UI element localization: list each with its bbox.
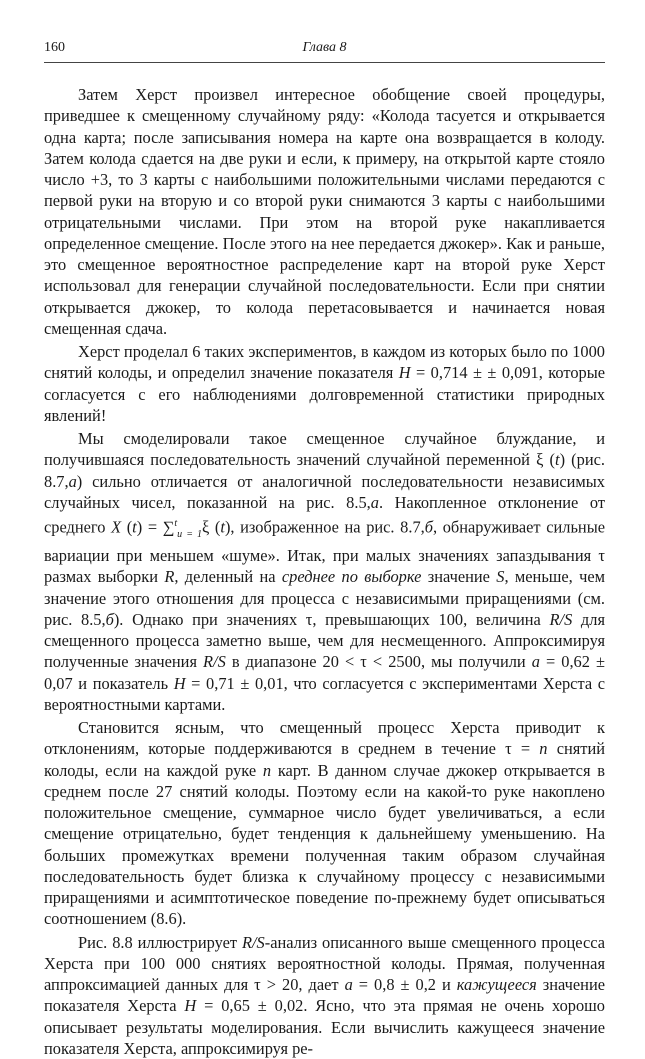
page-number: 160 bbox=[44, 40, 65, 56]
italic-text-run: u = 1 bbox=[177, 529, 202, 540]
text-run: для смещенного процесса заметно выше, чем для несмещенного. Аппроксимируя полученные значения bbox=[44, 610, 605, 672]
body-text bbox=[44, 84, 605, 1059]
paragraph bbox=[44, 84, 605, 339]
italic-text-run: t bbox=[555, 450, 560, 469]
italic-text-run: S bbox=[496, 567, 504, 586]
text-run: . Накопленное отклонение от среднего bbox=[44, 493, 605, 537]
text-run: , деленный на bbox=[174, 567, 282, 586]
text-run: в диапазоне 20 < τ < 2500, мы получили bbox=[226, 652, 532, 671]
italic-text-run: a bbox=[69, 472, 77, 491]
text-run: ) сильно отличается от аналогичной последовательности независимых случайных чисел, показанной на рис. 8.5, bbox=[44, 472, 605, 512]
chapter-title: Глава 8 bbox=[44, 40, 605, 56]
italic-text-run: a bbox=[371, 493, 379, 512]
paragraph bbox=[44, 932, 605, 1059]
header-rule bbox=[44, 62, 605, 63]
italic-text-run: X bbox=[111, 517, 121, 536]
italic-text-run: б bbox=[425, 517, 433, 536]
text-run: -анализ описанного выше смещенного процесса Херста при 100 000 снятиях вероятностной колоды. Прямая, полученная аппроксимацией данных для τ > 20, дает bbox=[44, 933, 605, 995]
text-run: Мы смоделировали такое смещенное случайное блуждание, и получившаяся последовательность значений случайной переменной ξ ( bbox=[44, 429, 605, 469]
paragraph bbox=[44, 428, 605, 715]
text-run: Рис. 8.8 иллюстрирует bbox=[78, 933, 242, 952]
italic-text-run: H bbox=[174, 674, 186, 693]
paragraph bbox=[44, 341, 605, 426]
italic-text-run: кажущееся bbox=[457, 975, 537, 994]
italic-text-run: б bbox=[106, 610, 114, 629]
text-run: снятий колоды, если на каждой руке bbox=[44, 739, 605, 779]
text-run: = 0,714 ± ± 0,091, которые согласуется с его наблюдениями долговременной статистики природных явлений! bbox=[44, 363, 605, 425]
text-run: ξ ( bbox=[202, 517, 220, 536]
text-run: ) = ∑ bbox=[137, 517, 175, 536]
text-run: значение bbox=[421, 567, 496, 586]
italic-text-run: R/S bbox=[550, 610, 573, 629]
italic-text-run: H bbox=[184, 996, 196, 1015]
italic-text-run: a bbox=[532, 652, 540, 671]
italic-text-run: n bbox=[263, 761, 271, 780]
text-run: ) (рис. 8.7, bbox=[44, 450, 605, 490]
text-run: Затем Херст произвел интересное обобщение своей процедуры, приведшее к смещенному случайному ряду: «Колода тасуется и открывается одна карта; после записывания номера на карте она возвращается в колоду. Затем колода сдается на две руки и если, к примеру, на открытой карте стояло число +3, то 3 карты с наибольшими положительными числами передаются с первой руки на вторую и со второй руки снимаются 3 карты с наибольшими отрицательными числами. При этом на второй руке накапливается определенное смещение. После этого на нее передается джокер». Как и раньше, это смещенное вероятностное распределение карт на второй руке Херст использовал для генерации случайной последовательности. Если при снятии открывается джокер, то колода перетасовывается и начинается новая смещенная сдача. bbox=[44, 85, 605, 338]
text-run: = 0,71 ± 0,01, что согласуется с экспериментами Херста с вероятностными картами. bbox=[44, 674, 605, 714]
italic-text-run: среднее по выборке bbox=[282, 567, 422, 586]
text-run: = 0,65 ± 0,02. Ясно, что эта прямая не очень хорошо описывает результаты моделирования. Если вычислить кажущееся значение показателя Херста, аппроксимируя ре- bbox=[44, 996, 605, 1058]
text-run: = 0,8 ± 0,2 и bbox=[353, 975, 457, 994]
text-run: ), изображенное на рис. 8.7, bbox=[225, 517, 425, 536]
italic-text-run: H bbox=[399, 363, 411, 382]
paragraph bbox=[44, 717, 605, 930]
italic-text-run: t bbox=[132, 517, 137, 536]
text-run: , обнаруживает сильные вариации при меньшем «шуме». Итак, при малых значениях запаздывания τ размах выборки bbox=[44, 517, 605, 586]
text-run: ( bbox=[121, 517, 132, 536]
italic-text-run: R/S bbox=[242, 933, 265, 952]
italic-text-run: t bbox=[220, 517, 225, 536]
text-run: значение показателя Херста bbox=[44, 975, 605, 1015]
text-run: ). Однако при значениях τ, превышающих 100, величина bbox=[114, 610, 550, 629]
text-run: Херст проделал 6 таких экспериментов, в каждом из которых было по 1000 снятий колоды, и определил значение показателя bbox=[44, 342, 605, 382]
italic-text-run: t bbox=[174, 518, 177, 529]
text-run: = 0,62 ± 0,07 и показатель bbox=[44, 652, 605, 692]
italic-text-run: R bbox=[164, 567, 174, 586]
italic-text-run: R/S bbox=[203, 652, 226, 671]
italic-text-run: n bbox=[539, 739, 547, 758]
italic-text-run: a bbox=[345, 975, 353, 994]
text-run: , меньше, чем значение этого отношения для процесса с независимыми приращениями (см. рис. 8.5, bbox=[44, 567, 605, 629]
running-header bbox=[44, 40, 605, 60]
text-run: Становится ясным, что смещенный процесс Херста приводит к отклонениям, которые поддерживаются в среднем в течение τ = bbox=[44, 718, 605, 758]
text-run: карт. В данном случае джокер открывается в среднем после 27 снятий колоды. Поэтому если на какой-то руке накоплено положительное смещение, суммарное число будет увеличиваться, а если смещение отрицательно, будет тенденция к дальнейшему уменьшению. На больших промежутках времени полученная таким образом случайная последовательность будет близка к случайному процессу с независимыми приращениями и асимптотическое поведение по-прежнему будет описываться соотношением (8.6). bbox=[44, 761, 605, 929]
